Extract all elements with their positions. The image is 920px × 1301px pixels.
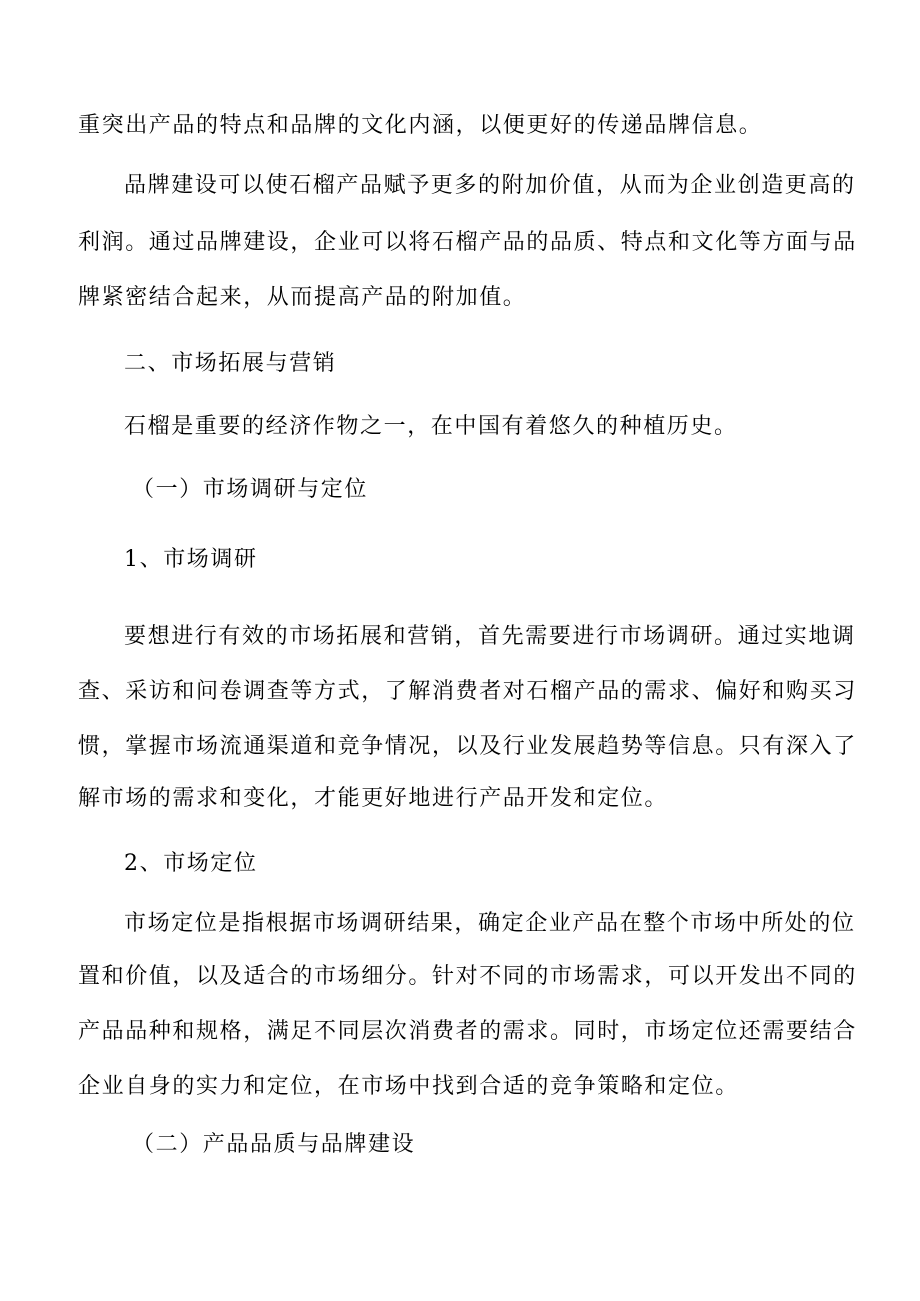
paragraph-line: 品牌建设可以使石榴产品赋予更多的附加价值，从而为企业创造更高的 bbox=[124, 173, 856, 198]
paragraph-line: 石榴是重要的经济作物之一，在中国有着悠久的种植历史。 bbox=[124, 414, 738, 439]
paragraph-line: 市场定位是指根据市场调研结果，确定企业产品在整个市场中所处的位 bbox=[124, 911, 856, 936]
paragraph-line: 牌紧密结合起来，从而提高产品的附加值。 bbox=[78, 285, 527, 310]
paragraph-line: 置和价值，以及适合的市场细分。针对不同的市场需求，可以开发出不同的 bbox=[78, 964, 857, 989]
section-heading: 二、市场拓展与营销 bbox=[124, 351, 337, 376]
paragraph-line: 重突出产品的特点和品牌的文化内涵，以便更好的传递品牌信息。 bbox=[78, 113, 763, 138]
subsection-heading: （二）产品品质与品牌建设 bbox=[132, 1132, 416, 1157]
paragraph-line: 企业自身的实力和定位，在市场中找到合适的竞争策略和定位。 bbox=[78, 1074, 739, 1099]
paragraph-line: 解市场的需求和变化，才能更好地进行产品开发和定位。 bbox=[78, 786, 669, 811]
paragraph-line: 惯，掌握市场流通渠道和竞争情况，以及行业发展趋势等信息。只有深入了 bbox=[78, 734, 857, 759]
paragraph-line: 产品品种和规格，满足不同层次消费者的需求。同时，市场定位还需要结合 bbox=[78, 1019, 857, 1044]
paragraph-line: 要想进行有效的市场拓展和营销，首先需要进行市场调研。通过实地调 bbox=[124, 624, 856, 649]
paragraph-line: 利润。通过品牌建设，企业可以将石榴产品的品质、特点和文化等方面与品 bbox=[78, 230, 857, 255]
paragraph-line: 查、采访和问卷调查等方式，了解消费者对石榴产品的需求、偏好和购买习 bbox=[78, 679, 857, 704]
item-heading: 1、市场调研 bbox=[124, 547, 258, 572]
item-heading: 2、市场定位 bbox=[124, 851, 258, 876]
subsection-heading: （一）市场调研与定位 bbox=[132, 477, 369, 502]
